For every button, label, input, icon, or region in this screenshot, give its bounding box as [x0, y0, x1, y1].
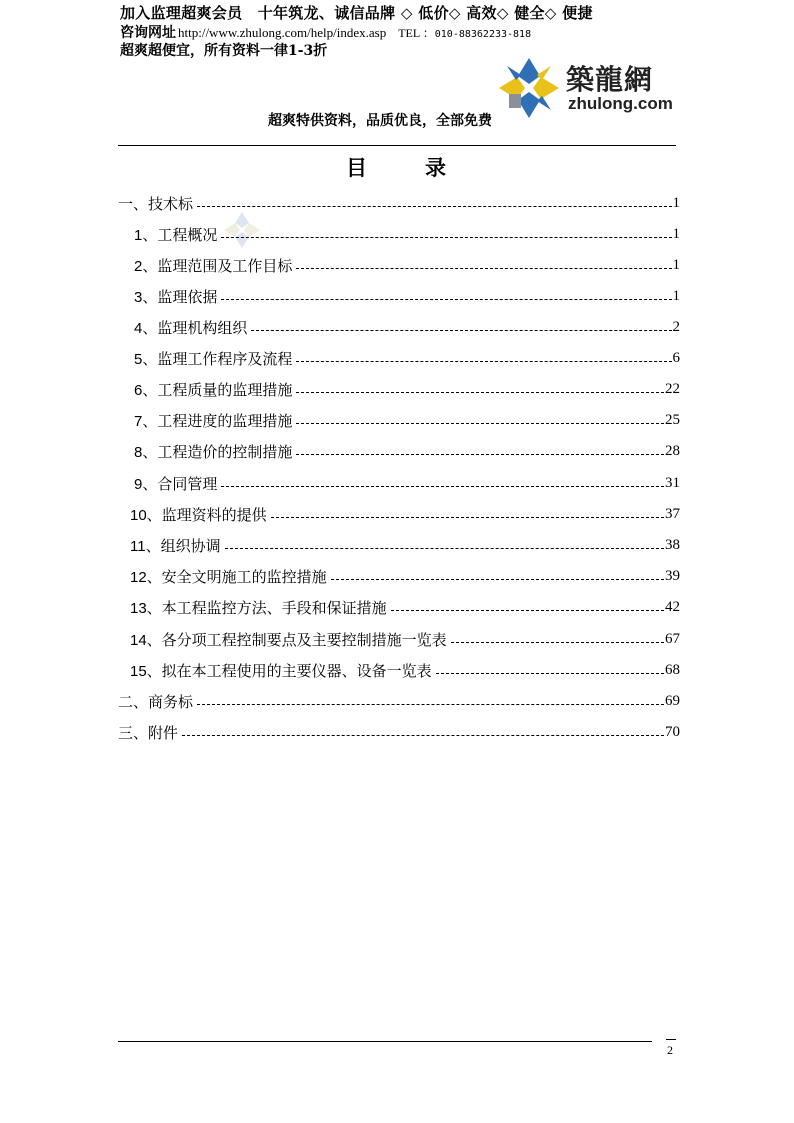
toc-dot-leader	[271, 517, 664, 518]
toc-dot-leader	[197, 206, 671, 207]
toc-entry-page: 31	[665, 474, 680, 491]
toc-entry[interactable]	[118, 530, 680, 560]
toc-entry[interactable]	[118, 250, 680, 280]
footer-page-mark	[666, 1039, 676, 1040]
toc-dot-leader	[296, 268, 671, 269]
toc-dot-leader	[225, 548, 664, 549]
toc-entry-title: 10、监理资料的提供	[130, 506, 267, 524]
toc-entry[interactable]	[118, 343, 680, 373]
footer-divider	[118, 1041, 652, 1042]
header-promo-line: 加入监理超爽会员 十年筑龙、诚信品牌 ◇ 低价◇ 高效◇ 健全◇ 便捷	[120, 4, 593, 22]
toc-entry[interactable]	[118, 499, 680, 529]
toc-dot-leader	[436, 673, 664, 674]
toc-entry-page: 1	[672, 287, 680, 304]
toc-entry-title: 15、拟在本工程使用的主要仪器、设备一览表	[130, 662, 432, 680]
toc-entry-page: 37	[665, 505, 680, 522]
toc-entry-page: 6	[672, 349, 680, 366]
logo-text-chinese: 築龍網	[566, 63, 654, 96]
toc-entry-title: 13、本工程监控方法、手段和保证措施	[130, 599, 387, 617]
toc-entry-title: 12、安全文明施工的监控措施	[130, 568, 327, 586]
logo-text-english: zhulong.com	[568, 94, 673, 113]
toc-entry-page: 28	[665, 442, 680, 459]
toc-entry-page: 38	[665, 536, 680, 553]
toc-entry-title: 4、监理机构组织	[134, 319, 248, 337]
toc-entry-title: 14、各分项工程控制要点及主要控制措施一览表	[130, 631, 447, 649]
header-discount-line: 超爽超便宜，所有资料一律1-3折	[120, 43, 328, 59]
toc-dot-leader	[296, 392, 664, 393]
toc-entry[interactable]	[118, 281, 680, 311]
toc-dot-leader	[296, 361, 671, 362]
toc-entry[interactable]	[118, 219, 680, 249]
toc-entry-page: 39	[665, 567, 680, 584]
toc-entry-page: 1	[672, 194, 680, 211]
toc-entry-title: 2、监理范围及工作目标	[134, 257, 293, 275]
title-char-left: 目	[346, 155, 369, 180]
toc-entry-title: 9、合同管理	[134, 475, 218, 493]
title-char-right: 录	[425, 155, 448, 180]
toc-dot-leader	[197, 704, 664, 705]
tel-label: TEL ：	[398, 26, 435, 40]
toc-entry-page: 67	[665, 630, 680, 647]
toc-entry[interactable]	[118, 655, 680, 685]
toc-entry-title: 二、商务标	[118, 693, 194, 711]
toc-dot-leader	[251, 330, 671, 331]
consult-url-link[interactable]: http://www.zhulong.com/help/index.asp	[178, 25, 387, 40]
toc-entry[interactable]	[118, 686, 680, 716]
toc-entry[interactable]	[118, 188, 680, 218]
toc-dot-leader	[391, 610, 664, 611]
toc-entry-title: 5、监理工作程序及流程	[134, 350, 293, 368]
header-divider	[118, 145, 676, 146]
toc-entry[interactable]	[118, 436, 680, 466]
zhulong-logo	[494, 56, 674, 120]
toc-dot-leader	[182, 735, 664, 736]
zhulong-logo-icon	[494, 56, 564, 120]
toc-entry[interactable]	[118, 561, 680, 591]
toc-entry[interactable]	[118, 312, 680, 342]
toc-dot-leader	[296, 454, 664, 455]
toc-dot-leader	[221, 299, 671, 300]
toc-entry-title: 1、工程概况	[134, 226, 218, 244]
toc-entry-page: 2	[672, 318, 680, 335]
toc-entry-page: 1	[672, 256, 680, 273]
header-contact-line	[120, 22, 531, 42]
toc-entry-title: 3、监理依据	[134, 288, 218, 306]
toc-entry[interactable]	[118, 468, 680, 498]
toc-entry-page: 25	[665, 411, 680, 428]
toc-dot-leader	[451, 642, 664, 643]
toc-entry-page: 42	[665, 598, 680, 615]
toc-entry[interactable]	[118, 717, 680, 747]
toc-entry[interactable]	[118, 405, 680, 435]
toc-dot-leader	[331, 579, 664, 580]
toc-entry-title: 8、工程造价的控制措施	[134, 443, 293, 461]
header-slogan: 超爽特供资料，品质优良，全部免费	[268, 113, 492, 129]
toc-entry-title: 7、工程进度的监理措施	[134, 412, 293, 430]
toc-entry[interactable]	[118, 374, 680, 404]
toc-entry-page: 70	[665, 723, 680, 740]
toc-entry-title: 6、工程质量的监理措施	[134, 381, 293, 399]
page-title	[118, 152, 676, 182]
toc-entry-title: 11、组织协调	[130, 537, 221, 555]
toc-entry-title: 三、附件	[118, 724, 179, 742]
toc-entry-page: 68	[665, 661, 680, 678]
toc-entry-page: 69	[665, 692, 680, 709]
toc-dot-leader	[221, 237, 671, 238]
toc-dot-leader	[221, 486, 664, 487]
toc-entry-page: 1	[672, 225, 680, 242]
tel-number: 010-88362233-818	[434, 29, 532, 40]
toc-entry-page: 22	[665, 380, 680, 397]
toc-entry-title: 一、技术标	[118, 195, 194, 213]
toc-entry[interactable]	[118, 624, 680, 654]
page-number: 2	[667, 1043, 673, 1057]
toc-entry[interactable]	[118, 592, 680, 622]
consult-label: 咨询网址	[120, 25, 176, 41]
toc-dot-leader	[296, 423, 664, 424]
